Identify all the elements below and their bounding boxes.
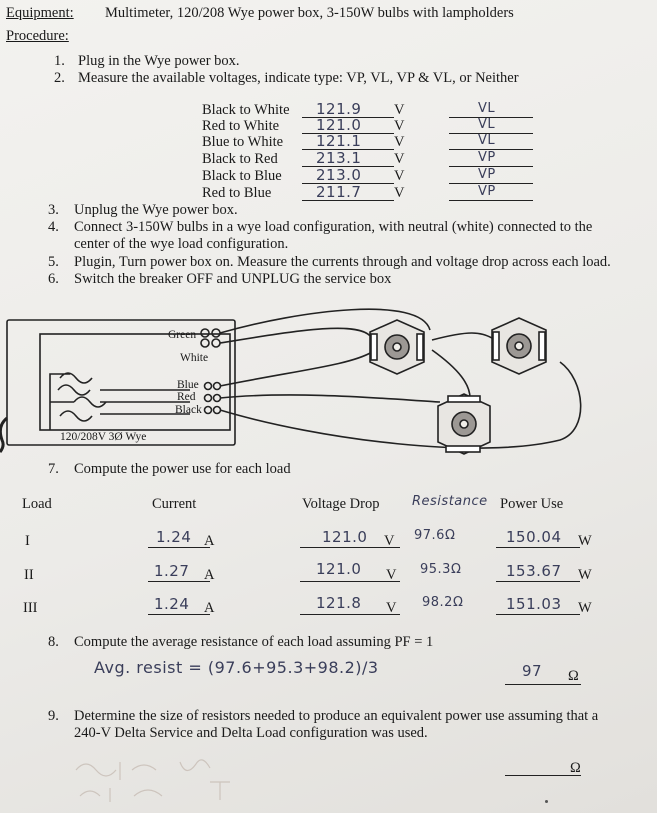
type-line bbox=[449, 200, 533, 201]
current-value: 1.27 bbox=[154, 562, 190, 580]
power-value: 151.03 bbox=[506, 595, 562, 613]
voltage-type: VL bbox=[478, 117, 496, 132]
lampholder-3 bbox=[438, 394, 490, 454]
step-4-text-line1: Connect 3-150W bulbs in a wye load configuration, with neutral (white) connected to the bbox=[74, 219, 593, 235]
resistance-value: 98.2Ω bbox=[422, 595, 464, 610]
step-2-number: 2. bbox=[54, 70, 65, 86]
voltage-line bbox=[300, 581, 400, 582]
voltage-unit: V bbox=[394, 134, 405, 150]
load-id: II bbox=[24, 567, 34, 583]
current-value: 1.24 bbox=[156, 528, 192, 546]
q8-work: Avg. resist = (97.6+95.3+98.2)/3 bbox=[94, 658, 379, 677]
voltage-row-label: Red to White bbox=[202, 118, 280, 134]
voltage-type: VL bbox=[478, 101, 496, 116]
step-6-text: Switch the breaker OFF and UNPLUG the service box bbox=[74, 271, 392, 287]
step-9-text-line2: 240-V Delta Service and Delta Load configuration was used. bbox=[74, 725, 428, 741]
power-line bbox=[496, 581, 580, 582]
power-value: 153.67 bbox=[506, 562, 562, 580]
voltage-type: VP bbox=[478, 184, 496, 199]
q8-unit: Ω bbox=[568, 668, 579, 684]
step-4-number: 4. bbox=[48, 219, 59, 235]
white-terminal-label: White bbox=[180, 352, 209, 364]
step-9-text-line1: Determine the size of resistors needed to produce an equivalent power use assuming that a bbox=[74, 708, 599, 724]
blue-terminal-label: Blue bbox=[177, 379, 199, 391]
procedure-label: Procedure: bbox=[6, 28, 69, 44]
voltage-type: VL bbox=[478, 133, 496, 148]
voltage-row-label: Black to White bbox=[202, 102, 290, 118]
step-1-number: 1. bbox=[54, 53, 65, 69]
resistance-header: Resistance bbox=[412, 494, 488, 509]
current-unit: A bbox=[204, 533, 215, 549]
step-6-number: 6. bbox=[48, 271, 59, 287]
voltage-unit: V bbox=[384, 533, 395, 549]
step-1-text: Plug in the Wye power box. bbox=[78, 53, 240, 69]
voltage-unit: V bbox=[394, 118, 405, 134]
voltage-type: VP bbox=[478, 167, 496, 182]
lampholder-1 bbox=[370, 320, 424, 374]
load-id: III bbox=[23, 600, 38, 616]
lampholder-2 bbox=[492, 318, 546, 374]
red-wire bbox=[220, 395, 440, 402]
power-value: 150.04 bbox=[506, 528, 562, 546]
q8-answer: 97 bbox=[522, 662, 543, 680]
voltage-value: 213.1 bbox=[316, 149, 362, 167]
voltage-row-label: Red to Blue bbox=[202, 185, 272, 201]
power-line bbox=[496, 547, 580, 548]
current-value: 1.24 bbox=[154, 595, 190, 613]
red-terminal-label: Red bbox=[177, 391, 196, 403]
erased-pencil-marks bbox=[70, 752, 290, 808]
step-5-text: Plugin, Turn power box on. Measure the currents through and voltage drop across each load. bbox=[74, 254, 611, 270]
power-unit: W bbox=[578, 533, 592, 549]
current-unit: A bbox=[204, 600, 215, 616]
voltage-drop-value: 121.0 bbox=[316, 560, 362, 578]
step-9-number: 9. bbox=[48, 708, 59, 724]
step-7-text: Compute the power use for each load bbox=[74, 461, 291, 477]
current-unit: A bbox=[204, 567, 215, 583]
power-unit: W bbox=[578, 567, 592, 583]
voltage-unit: V bbox=[394, 151, 405, 167]
step-3-text: Unplug the Wye power box. bbox=[74, 202, 238, 218]
resistance-value: 95.3Ω bbox=[420, 562, 462, 577]
voltage-row-label: Blue to White bbox=[202, 134, 284, 150]
voltage-unit: V bbox=[394, 102, 405, 118]
voltage-drop-value: 121.8 bbox=[316, 594, 362, 612]
voltage-unit: V bbox=[394, 185, 405, 201]
equipment-value: Multimeter, 120/208 Wye power box, 3-150W bulbs with lampholders bbox=[105, 5, 514, 21]
current-line bbox=[148, 547, 210, 548]
voltage-value: 121.1 bbox=[316, 132, 362, 150]
blue-wire bbox=[220, 352, 372, 386]
power-use-header: Power Use bbox=[500, 496, 564, 512]
step-5-number: 5. bbox=[48, 254, 59, 270]
power-unit: W bbox=[578, 600, 592, 616]
step-2-text: Measure the available voltages, indicate type: VP, VL, VP & VL, or Neither bbox=[78, 70, 519, 86]
voltage-drop-value: 121.0 bbox=[322, 528, 368, 546]
current-line bbox=[148, 614, 210, 615]
stray-dot bbox=[545, 800, 548, 803]
step-3-number: 3. bbox=[48, 202, 59, 218]
voltage-value: 213.0 bbox=[316, 166, 362, 184]
voltage-row-label: Black to Blue bbox=[202, 168, 282, 184]
link-wire-2 bbox=[432, 350, 470, 398]
power-cord bbox=[0, 418, 7, 452]
q9-unit: Ω bbox=[570, 760, 581, 776]
voltage-row-label: Black to Red bbox=[202, 151, 278, 167]
voltage-type: VP bbox=[478, 150, 496, 165]
power-box-outline bbox=[7, 320, 235, 445]
voltage-drop-header: Voltage Drop bbox=[302, 496, 380, 512]
step-7-number: 7. bbox=[48, 461, 59, 477]
link-wire-1 bbox=[432, 333, 492, 340]
voltage-value: 121.9 bbox=[316, 100, 362, 118]
voltage-unit: V bbox=[394, 168, 405, 184]
power-line bbox=[496, 614, 580, 615]
current-header: Current bbox=[152, 496, 197, 512]
resistance-value: 97.6Ω bbox=[414, 528, 456, 543]
current-line bbox=[148, 581, 210, 582]
step-4-text-line2: center of the wye load configuration. bbox=[74, 236, 289, 252]
step-8-text: Compute the average resistance of each load assuming PF = 1 bbox=[74, 634, 434, 650]
voltage-value: 121.0 bbox=[316, 116, 362, 134]
green-terminal-label: Green bbox=[168, 329, 197, 341]
black-terminal-label: Black bbox=[175, 404, 202, 416]
load-header: Load bbox=[22, 496, 52, 512]
voltage-unit: V bbox=[386, 600, 397, 616]
step-8-number: 8. bbox=[48, 634, 59, 650]
equipment-label: Equipment: bbox=[6, 5, 74, 21]
wye-coil-sketch bbox=[50, 373, 106, 430]
power-box-label: 120/208V 3Ø Wye bbox=[60, 431, 147, 443]
black-wire bbox=[220, 362, 581, 448]
voltage-value: 211.7 bbox=[316, 183, 362, 201]
load-id: I bbox=[25, 533, 30, 549]
white-wire bbox=[220, 328, 372, 343]
voltage-unit: V bbox=[386, 567, 397, 583]
voltage-line bbox=[300, 614, 400, 615]
